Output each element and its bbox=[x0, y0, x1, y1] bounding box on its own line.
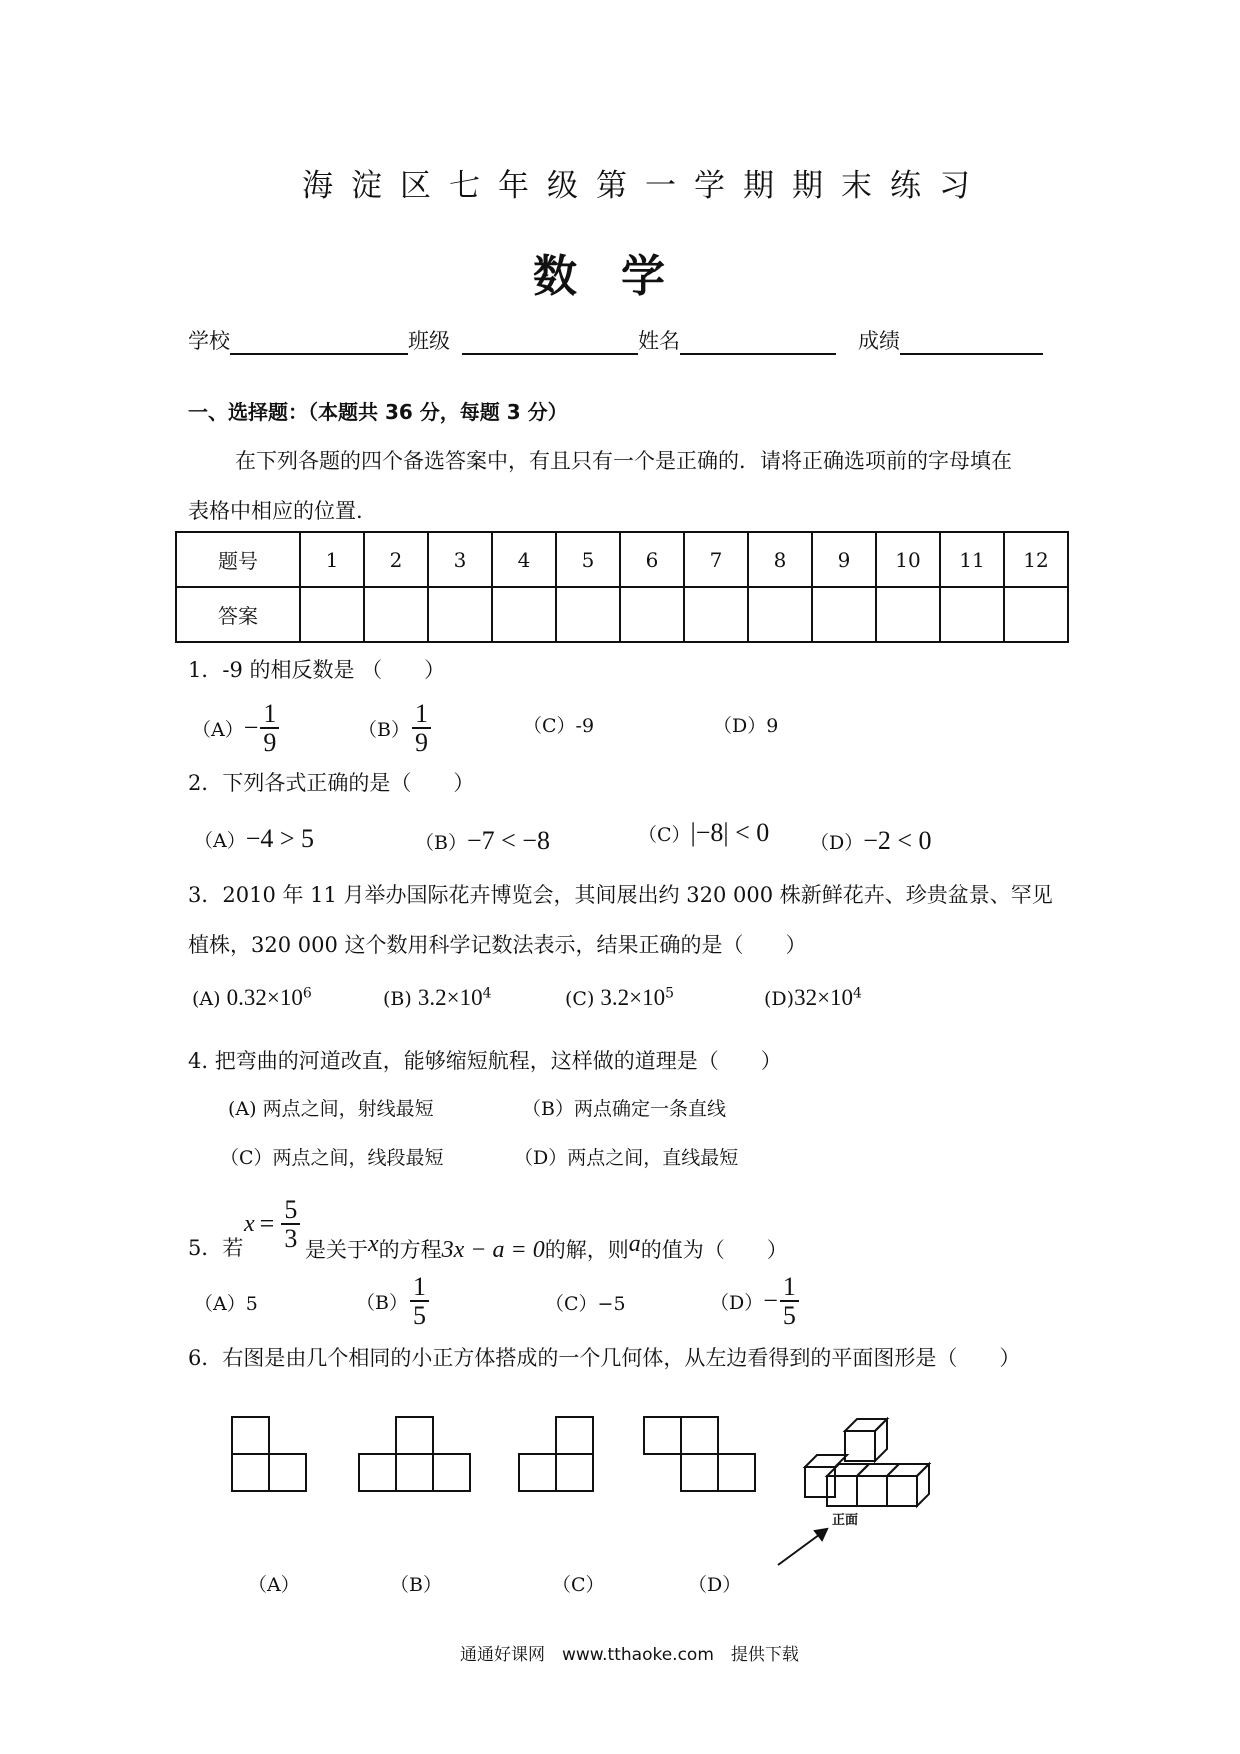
name-blank[interactable] bbox=[680, 329, 836, 355]
q6-option-b-figure bbox=[353, 1405, 478, 1495]
section1-heading: 一、选择题：（本题共 36 分，每题 3 分） bbox=[188, 400, 568, 424]
q6-option-c-figure bbox=[513, 1405, 613, 1495]
score-label: 成绩 bbox=[858, 329, 900, 353]
question-number-cell: 7 bbox=[684, 532, 748, 587]
q5-option-a: （A）5 bbox=[194, 1293, 258, 1315]
question-number-cell: 2 bbox=[364, 532, 428, 587]
q1-stem: 1．-9 的相反数是 （ ） bbox=[188, 658, 446, 682]
answer-cell[interactable] bbox=[364, 587, 428, 642]
answer-cell[interactable] bbox=[940, 587, 1004, 642]
q1-option-d: （D）9 bbox=[713, 715, 779, 737]
question-number-cell: 8 bbox=[748, 532, 812, 587]
q6-solid-figure bbox=[775, 1405, 945, 1570]
subject-title: 数 学 bbox=[533, 251, 665, 302]
class-label: 班级 bbox=[408, 329, 450, 353]
answer-cell[interactable] bbox=[556, 587, 620, 642]
row-label-answer: 答案 bbox=[176, 587, 300, 642]
q4-stem: 4. 把弯曲的河道改直，能够缩短航程，这样做的道理是（ ） bbox=[188, 1049, 782, 1073]
q1-option-c: （C）-9 bbox=[523, 715, 595, 737]
answer-cell[interactable] bbox=[428, 587, 492, 642]
question-number-cell: 1 bbox=[300, 532, 364, 587]
question-number-cell: 10 bbox=[876, 532, 940, 587]
front-label: 正面 bbox=[832, 1513, 859, 1528]
school-blank[interactable] bbox=[230, 329, 408, 355]
answer-table bbox=[175, 531, 1069, 643]
q5-stem-rest: 是关于x的方程3x − a = 0的解，则a的值为（ ） bbox=[305, 1231, 788, 1263]
question-number-cell: 12 bbox=[1004, 532, 1068, 587]
q5-option-d: （D） − $\frac{1}{5}$ bbox=[710, 1273, 801, 1330]
question-number-cell: 5 bbox=[556, 532, 620, 587]
q6-option-a-figure bbox=[226, 1405, 326, 1495]
name-label: 姓名 bbox=[638, 329, 680, 353]
q4-option-a: (A) 两点之间，射线最短 bbox=[228, 1098, 434, 1120]
answer-cell[interactable] bbox=[300, 587, 364, 642]
q1-option-a: （A） − $\frac{1}{9}$ bbox=[192, 700, 281, 757]
q3-option-a: (A) $0.32\times 10^6$ bbox=[192, 985, 312, 1010]
row-label-number: 题号 bbox=[176, 532, 300, 587]
exam-title: 海淀区七年级第一学期期末练习 bbox=[302, 168, 988, 204]
answer-cell[interactable] bbox=[1004, 587, 1068, 642]
q3-option-b: (B) $3.2\times 10^4$ bbox=[383, 985, 492, 1010]
footer-credit: 通通好课网 www.tthaoke.com 提供下载 bbox=[460, 1645, 799, 1665]
q5-option-c: （C）−5 bbox=[545, 1293, 626, 1315]
info-fields-row bbox=[188, 325, 1043, 355]
q5-prefix: 5．若 bbox=[188, 1236, 244, 1260]
answer-cell[interactable] bbox=[620, 587, 684, 642]
score-blank[interactable] bbox=[900, 329, 1043, 355]
q6-label-a: （A） bbox=[248, 1574, 300, 1596]
q3-option-c: (C) $3.2\times 10^5$ bbox=[565, 985, 675, 1010]
q3-line1: 3．2010 年 11 月举办国际花卉博览会，其间展出约 320 000 株新鲜花卉、珍贵盆景、罕见 bbox=[188, 883, 1053, 907]
instructions-line2: 表格中相应的位置. bbox=[188, 499, 363, 523]
q1-a-fraction: $\frac{1}{9}$ bbox=[260, 700, 279, 757]
q6-label-c: （C） bbox=[552, 1574, 605, 1596]
instructions-line1: 在下列各题的四个备选答案中，有且只有一个是正确的．请将正确选项前的字母填在 bbox=[235, 449, 1012, 473]
q2-option-c: （C）|−8| < 0 bbox=[638, 818, 770, 847]
q6-stem: 6．右图是由几个相同的小正方体搭成的一个几何体，从左边看得到的平面图形是（ ） bbox=[188, 1346, 1021, 1370]
q5-x-value: x = $\frac{5}{3}$ bbox=[244, 1196, 302, 1253]
answer-cell[interactable] bbox=[812, 587, 876, 642]
class-blank[interactable] bbox=[462, 329, 638, 355]
answer-cell[interactable] bbox=[684, 587, 748, 642]
q6-label-d: （D） bbox=[688, 1574, 742, 1596]
q1-b-fraction: $\frac{1}{9}$ bbox=[412, 700, 431, 757]
q2-stem: 2．下列各式正确的是（ ） bbox=[188, 771, 475, 795]
question-number-cell: 4 bbox=[492, 532, 556, 587]
q4-option-d: （D）两点之间，直线最短 bbox=[514, 1147, 739, 1169]
table-row-numbers bbox=[176, 532, 1068, 587]
question-number-cell: 11 bbox=[940, 532, 1004, 587]
q1-option-b: （B） $\frac{1}{9}$ bbox=[358, 700, 433, 757]
answer-cell[interactable] bbox=[876, 587, 940, 642]
q6-label-b: （B） bbox=[390, 1574, 442, 1596]
q2-option-b: （B）−7 < −8 bbox=[415, 826, 550, 855]
q4-option-b: （B）两点确定一条直线 bbox=[522, 1098, 726, 1120]
question-number-cell: 3 bbox=[428, 532, 492, 587]
q4-option-c: （C）两点之间，线段最短 bbox=[220, 1147, 444, 1169]
school-label: 学校 bbox=[188, 329, 230, 353]
q6-option-d-figure bbox=[638, 1405, 763, 1495]
answer-cell[interactable] bbox=[492, 587, 556, 642]
q3-option-d: $(D)32\times 10^4$ bbox=[764, 985, 862, 1010]
q2-option-a: （A）−4 > 5 bbox=[194, 824, 315, 853]
question-number-cell: 6 bbox=[620, 532, 684, 587]
q3-line2: 植株，320 000 这个数用科学记数法表示，结果正确的是（ ） bbox=[188, 933, 807, 957]
table-row-answers bbox=[176, 587, 1068, 642]
q5-fraction: $\frac{5}{3}$ bbox=[281, 1196, 300, 1253]
answer-cell[interactable] bbox=[748, 587, 812, 642]
q2-option-d: （D）−2 < 0 bbox=[810, 826, 932, 855]
q5-option-b: （B） $\frac{1}{5}$ bbox=[356, 1273, 431, 1330]
question-number-cell: 9 bbox=[812, 532, 876, 587]
